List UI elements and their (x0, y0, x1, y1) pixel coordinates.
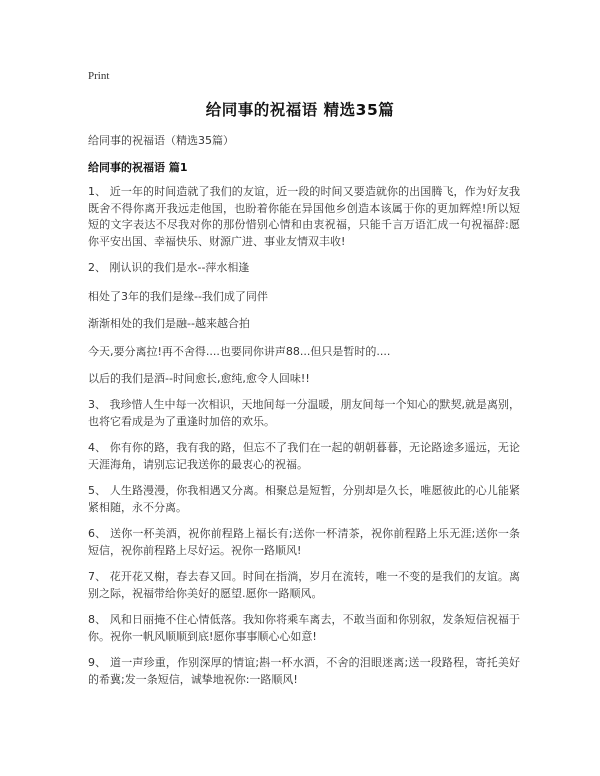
paragraph-12: 8、 风和日丽掩不住心情低落。我知你将乘车离去，不敢当面和你别叙，发条短信祝福于你。祝你一帆风顺顺到底!愿你事事顺心心如意! (88, 613, 520, 643)
paragraph-9: 5、 人生路漫漫，你我相遇又分离。相聚总是短暂，分别却是久长，唯愿彼此的心儿能紧紧相随，永不分离。 (88, 484, 520, 514)
print-label[interactable]: Print (88, 70, 110, 82)
page-title: 给同事的祝福语 精选35篇 (205, 101, 395, 119)
paragraph-5: 今天,要分离拉!再不舍得....也要同你讲声88...但只是暂时的.... (88, 345, 391, 358)
paragraph-6: 以后的我们是酒--时间愈长,愈纯,愈令人回味!! (88, 372, 310, 385)
paragraph-13: 9、 道一声珍重，作别深厚的情谊;斟一杯水酒，不舍的泪眼迷离;送一段路程，寄托美好的希冀;发一条短信，诚挚地祝你:一路顺风! (88, 656, 520, 686)
paragraph-11: 7、 花开花又榭，春去春又回。时间在指淌，岁月在流转，唯一不变的是我们的友谊。离别之际，祝福带给你美好的愿望.愿你一路顺风。 (88, 570, 520, 600)
paragraph-3: 相处了3年的我们是缘--我们成了同伴 (88, 290, 268, 303)
paragraph-7: 3、 我珍惜人生中每一次相识，天地间每一分温暖，朋友间每一个知心的默契,就是离别，也将它看成是为了重逢时加倍的欢乐。 (88, 398, 520, 428)
paragraph-2: 2、 刚认识的我们是水--萍水相逢 (88, 261, 250, 274)
section-heading: 给同事的祝福语 篇1 (88, 161, 188, 174)
document-subtitle: 给同事的祝福语（精选35篇） (88, 134, 234, 147)
paragraph-10: 6、 送你一杯美酒，祝你前程路上福长有;送你一杯清茶，祝你前程路上乐无涯;送你一条短信，祝你前程路上尽好运。祝你一路顺风! (88, 527, 520, 557)
paragraph-4: 渐渐相处的我们是融--越来越合拍 (88, 317, 250, 330)
paragraph-8: 4、 你有你的路，我有我的路，但忘不了我们在一起的朝朝暮暮，无论路途多遥远，无论天涯海角，请别忘记我送你的最衷心的祝福。 (88, 441, 520, 471)
paragraph-1: 1、 近一年的时间造就了我们的友谊，近一段的时间又要造就你的出国腾飞，作为好友我既舍不得你离开我远走他国，也盼着你能在异国他乡创造本该属于你的更加辉煌!所以短短的文字表达不尽我对你的那份惜别心情和由衷祝福，只能千言万语汇成一句祝福辞:愿你平安出国、幸福快乐、财源广进、事业友情双丰收! (88, 185, 520, 248)
